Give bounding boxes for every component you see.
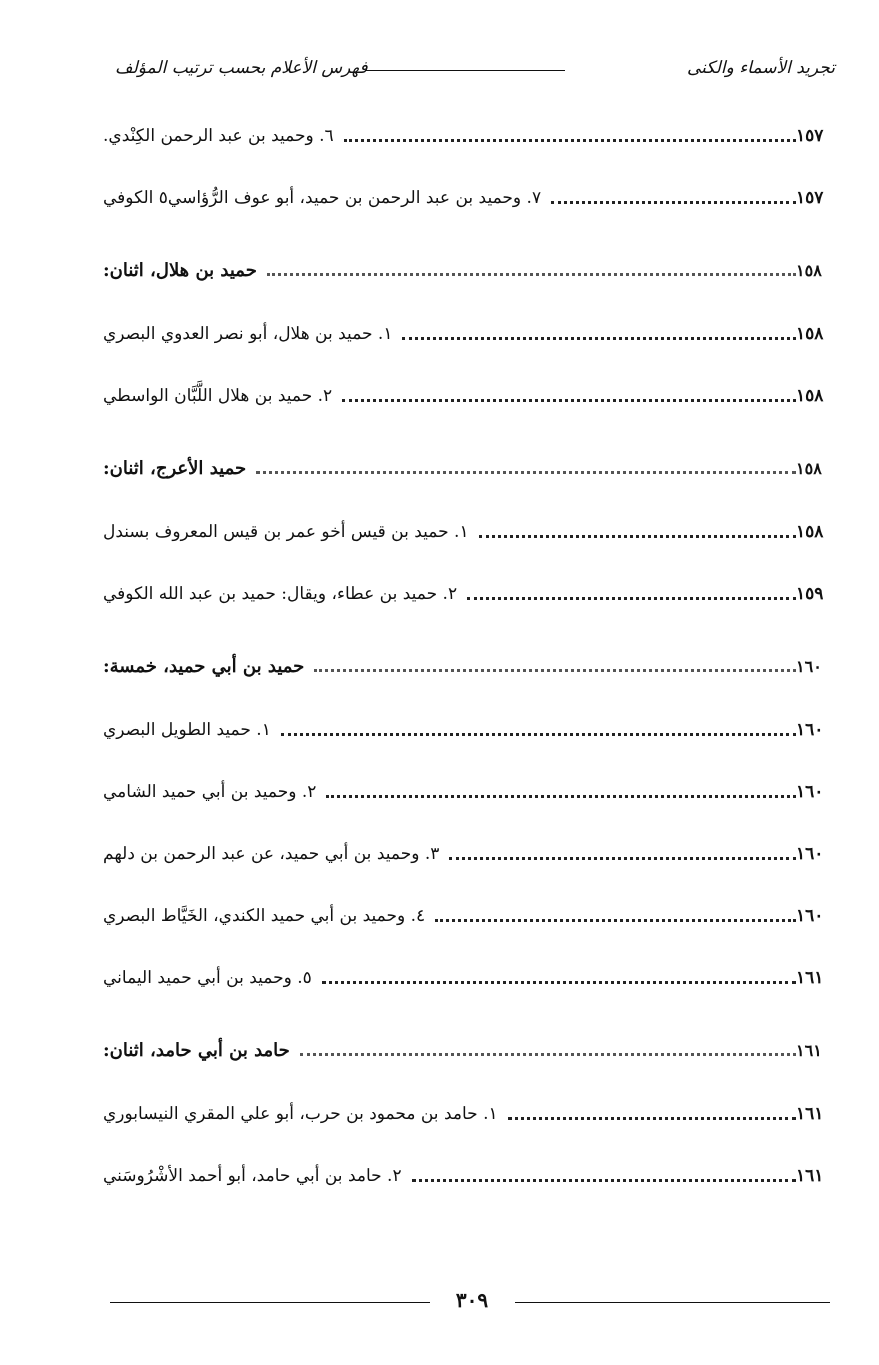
entry-page-number: ١٦٠ — [796, 782, 824, 802]
entry-text: ١. حميد بن هلال، أبو نصر العدوي البصري — [103, 324, 393, 344]
index-entry — [95, 365, 840, 427]
entry-text: ٣. وحميد بن أبي حميد، عن عبد الرحمن بن دلهم — [103, 844, 440, 864]
entry-page-number: ١٦٠ — [796, 720, 824, 740]
dot-leader — [479, 535, 796, 538]
dot-leader — [326, 795, 796, 798]
footer-rule-right — [515, 1302, 830, 1303]
footer-rule-left — [110, 1302, 430, 1303]
dot-leader — [300, 1053, 796, 1056]
dot-leader — [267, 273, 796, 276]
section-title: فهرس الأعلام بحسب ترتيب المؤلف — [115, 58, 368, 78]
index-group-heading — [95, 237, 840, 303]
dot-leader — [449, 857, 796, 860]
index-entry — [95, 823, 840, 885]
dot-leader — [551, 201, 796, 204]
entry-text: ٧. وحميد بن عبد الرحمن بن حميد، أبو عوف الرُّؤاسي٥ الكوفي — [103, 188, 542, 208]
entry-page-number: ١٦١ — [796, 1104, 824, 1124]
entry-text: ٦. وحميد بن عبد الرحمن الكِنْدي. — [103, 126, 334, 146]
page-number: ٣٠٩ — [455, 1288, 489, 1312]
index-group-heading — [95, 633, 840, 699]
running-header — [115, 58, 835, 88]
entry-page-number: ١٦٠ — [796, 656, 822, 676]
entry-page-number: ١٥٨ — [796, 324, 824, 344]
entry-text: حامد بن أبي حامد، اثنان: — [103, 1039, 290, 1061]
index-entry — [95, 947, 840, 1009]
book-title: تجريد الأسماء والكنى — [686, 58, 835, 78]
entry-text: حميد بن هلال، اثنان: — [103, 259, 257, 281]
index-entry — [95, 105, 840, 167]
entry-text: حميد بن أبي حميد، خمسة: — [103, 655, 305, 677]
index-entry — [95, 1083, 840, 1145]
dot-leader — [314, 669, 796, 672]
index-entry — [95, 563, 840, 625]
entry-text: ١. حامد بن محمود بن حرب، أبو علي المقري النيسابوري — [103, 1104, 498, 1124]
entry-text: ٢. حميد بن هلال اللَّبَّان الواسطي — [103, 386, 333, 406]
index-entries — [95, 105, 840, 1207]
dot-leader — [402, 337, 796, 340]
entry-page-number: ١٦١ — [796, 1040, 822, 1060]
entry-text: ١. حميد الطويل البصري — [103, 720, 271, 740]
entry-text: حميد الأعرج، اثنان: — [103, 457, 247, 479]
entry-page-number: ١٥٧ — [796, 126, 824, 146]
dot-leader — [342, 399, 796, 402]
entry-page-number: ١٦١ — [796, 1166, 824, 1186]
header-rule — [365, 70, 565, 71]
page-footer — [110, 1288, 830, 1328]
entry-page-number: ١٦١ — [796, 968, 824, 988]
entry-text: ٢. حميد بن عطاء، ويقال: حميد بن عبد الله الكوفي — [103, 584, 458, 604]
index-group-heading — [95, 1017, 840, 1083]
index-entry — [95, 761, 840, 823]
entry-page-number: ١٥٩ — [796, 584, 824, 604]
dot-leader — [322, 981, 796, 984]
entry-page-number: ١٥٨ — [796, 522, 824, 542]
index-entry — [95, 885, 840, 947]
entry-page-number: ١٥٨ — [796, 386, 824, 406]
dot-leader — [508, 1117, 796, 1120]
dot-leader — [281, 733, 796, 736]
entry-text: ٥. وحميد بن أبي حميد اليماني — [103, 968, 312, 988]
dot-leader — [256, 471, 796, 474]
index-entry — [95, 1145, 840, 1207]
entry-page-number: ١٦٠ — [796, 844, 824, 864]
dot-leader — [435, 919, 796, 922]
entry-text: ٤. وحميد بن أبي حميد الكندي، الخَيَّاط البصري — [103, 906, 426, 926]
entry-page-number: ١٦٠ — [796, 906, 824, 926]
entry-text: ١. حميد بن قيس أخو عمر بن قيس المعروف بسندل — [103, 522, 469, 542]
dot-leader — [344, 139, 796, 142]
entry-page-number: ١٥٨ — [796, 260, 822, 280]
index-group-heading — [95, 435, 840, 501]
entry-text: ٢. وحميد بن أبي حميد الشامي — [103, 782, 317, 802]
entry-text: ٢. حامد بن أبي حامد، أبو أحمد الأشْرُوسَني — [103, 1166, 402, 1186]
index-entry — [95, 699, 840, 761]
index-entry — [95, 167, 840, 229]
dot-leader — [412, 1179, 796, 1182]
index-entry — [95, 501, 840, 563]
dot-leader — [467, 597, 796, 600]
index-entry — [95, 303, 840, 365]
entry-page-number: ١٥٧ — [796, 188, 824, 208]
entry-page-number: ١٥٨ — [796, 458, 822, 478]
